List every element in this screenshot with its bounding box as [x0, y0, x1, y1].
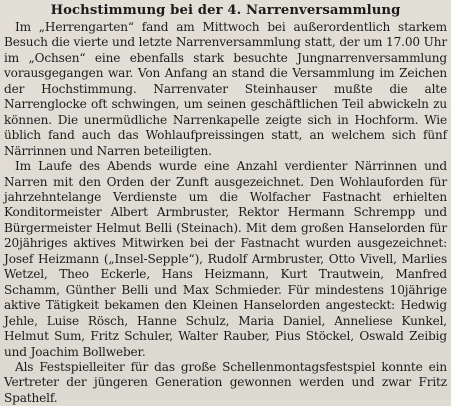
article-headline: Hochstimmung bei der 4. Narrenversammlung [50, 3, 401, 18]
article-paragraph-2: Im Laufe des Abends wurde eine Anzahl verdienter Närrinnen und Narren mit den Orden der Zunft ausgezeichnet. Den Wohlauforden für jahrzehntelange Verdienste um die Wolfacher Fastnacht erhielten Konditormeister Albert Armbruster, Rektor Hermann Schrempp und Bürgermeister Helmut Belli (Steinach). Mit dem großen Hanselorden für 20jähriges aktives Mitwirken bei der Fastnacht wurden ausgezeichnet: Josef Heizmann („Insel-Sepple“), Rudolf Armbruster, Otto Vivell, Marlies Wetzel, Theo Eckerle, Hans Heizmann, Kurt Trautwein, Manfred Schamm, Günther Belli und Max Schmieder. Für mindestens 10jährige aktive Tätigkeit bekamen den Kleinen Hanselorden angesteckt: Hedwig Jehle, Luise Rösch, Hanne Schulz, Maria Daniel, Anneliese Kunkel, Helmut Sum, Fritz Schuler, Walter Rauber, Pius Stöckel, Oswald Zeibig und Joachim Bollweber. [4, 159, 447, 359]
article-body [4, 20, 447, 406]
article-paragraph-3: Als Festspielleiter für das große Schellenmontagsfestspiel konnte ein Vertreter der jüngeren Generation gewonnen werden und zwar Fritz Spathelf. [4, 359, 447, 405]
article-paragraph-1: Im „Herrengarten“ fand am Mittwoch bei außerordentlich starkem Besuch die vierte und letzte Narrenversammlung statt, der um 17.00 Uhr im „Ochsen“ eine ebenfalls stark besuchte Jungnarrenversammlung vorausgegangen war. Von Anfang an stand die Versammlung im Zeichen der Hochstimmung. Narrenvater Steinhauser mußte die alte Narrenglocke oft schwingen, um seinen geschäftlichen Teil abwickeln zu können. Die unermüdliche Narrenkapelle zeigte sich in Hochform. Wie üblich fand auch das Wohlaufpreissingen statt, an welchem sich fünf Närrinnen und Narren beteiligten. [4, 20, 447, 158]
